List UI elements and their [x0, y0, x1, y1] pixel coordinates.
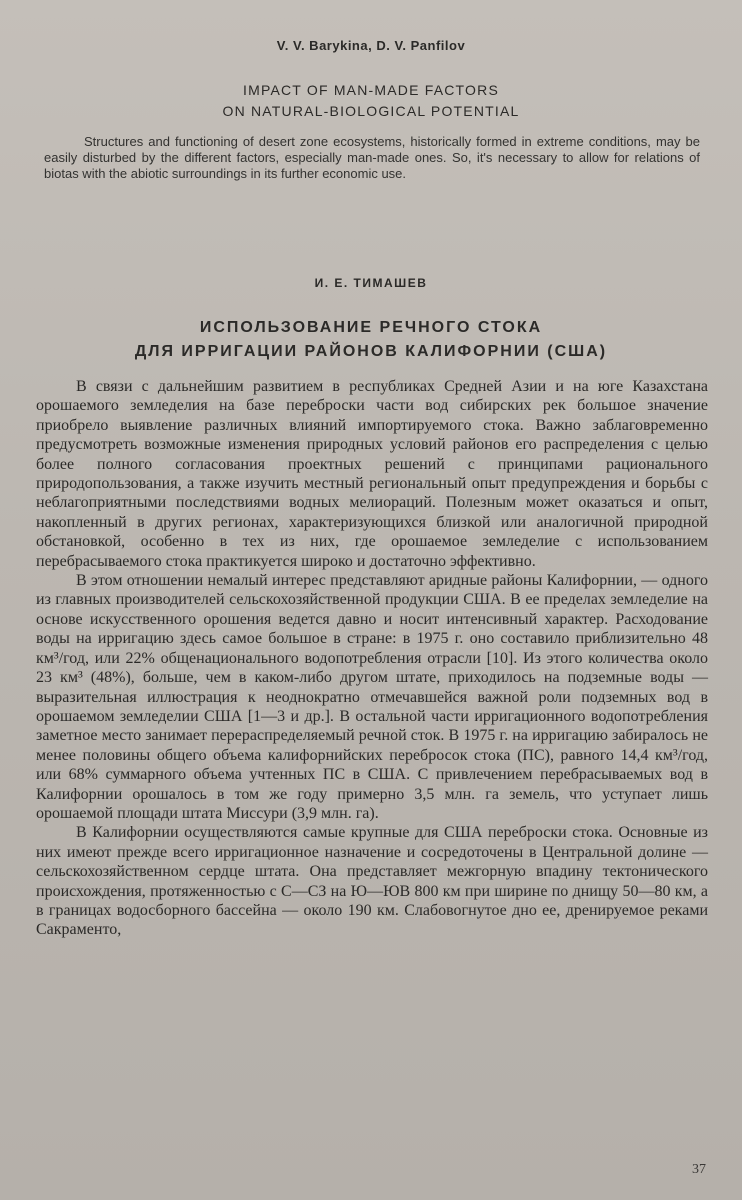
page-number: 37: [692, 1162, 706, 1177]
english-title-line: IMPACT OF MAN-MADE FACTORS: [243, 82, 499, 98]
article-body: [36, 377, 708, 940]
english-authors: V. V. Barykina, D. V. Panfilov: [276, 38, 466, 53]
russian-title-line: ИСПОЛЬЗОВАНИЕ РЕЧНОГО СТОКА: [199, 319, 543, 336]
english-title: [0, 80, 742, 122]
english-title-line: ON NATURAL-BIOLOGICAL POTENTIAL: [222, 103, 520, 119]
body-paragraph: В связи с дальнейшим развитием в республиках Средней Азии и на юге Казахстана орошаемого земледелия на базе переброски части вод сибирских рек большое значение приобрело выявление различных влияний импортируемого стока. Важно заблаговременно предусмотреть возможные изменения природных условий районов его распределения с целью более полного согласования проектных решений с принципами рационального природопользования, а также изучить местный региональный опыт предупреждения и борьбы с неблагоприятными последствиями водных мелиораций. Полезным может оказаться и опыт, накопленный в других регионах, характеризующихся близкой или аналогичной природной обстановкой, особенно в тех из них, где орошаемое земледелие с использованием перебрасываемого стока практикуется широко и достаточно эффективно.: [36, 378, 708, 570]
russian-title-line: ДЛЯ ИРРИГАЦИИ РАЙОНОВ КАЛИФОРНИИ (США): [134, 343, 608, 360]
body-paragraph: В Калифорнии осуществляются самые крупные для США переброски стока. Основные из них имеют прежде всего ирригационное назначение и сосредоточены в Центральной долине — сельскохозяйственном сердце штата. Она представляет межгорную впадину тектонического происхождения, протяженностью с С—СЗ на Ю—ЮВ 800 км при ширине по днищу 50—80 км, а в границах водосборного бассейна — около 190 км. Слабовогнутое дно ее, дренируемое реками Сакраменто,: [36, 824, 708, 939]
english-abstract: Structures and functioning of desert zone ecosystems, historically formed in extreme conditions, may be easily disturbed by the different factors, especially man-made ones. So, it's necessary to allow for relations of biotas with the abiotic surroundings in its further economic use.: [44, 134, 700, 181]
russian-title: [0, 316, 742, 364]
russian-authors: И. Е. ТИМАШЕВ: [314, 276, 428, 290]
body-paragraph: В этом отношении немалый интерес представляют аридные районы Калифорнии, — одного из главных производителей сельскохозяйственной продукции США. В ее пределах земледелие на основе искусственного орошения ведется давно и носит интенсивный характер. Расходование воды на ирригацию здесь самое большое в стране: в 1975 г. оно составило приблизительно 48 км³/год, или 22% общенационального водопотребления отрасли [10]. Из этого количества около 23 км³ (48%), больше, чем в каком-либо другом штате, приходилось на подземные воды — выразительная иллюстрация к неоднократно отмечавшейся важной роли подземных вод в орошаемом земледелии США [1—3 и др.]. В остальной части ирригационного водопотребления заметное место занимает перераспределяемый речной сток. В 1975 г. на ирригацию забиралось не менее половины общего объема калифорнийских перебросок стока (ПС), равного 14,4 км³/год, или 68% суммарного объема учтенных ПС в США. С привлечением перебрасываемых вод в Калифорнии орошалось в том же году примерно 3,5 млн. га земель, что уступает лишь орошаемой площади штата Миссури (3,9 млн. га).: [36, 572, 708, 822]
